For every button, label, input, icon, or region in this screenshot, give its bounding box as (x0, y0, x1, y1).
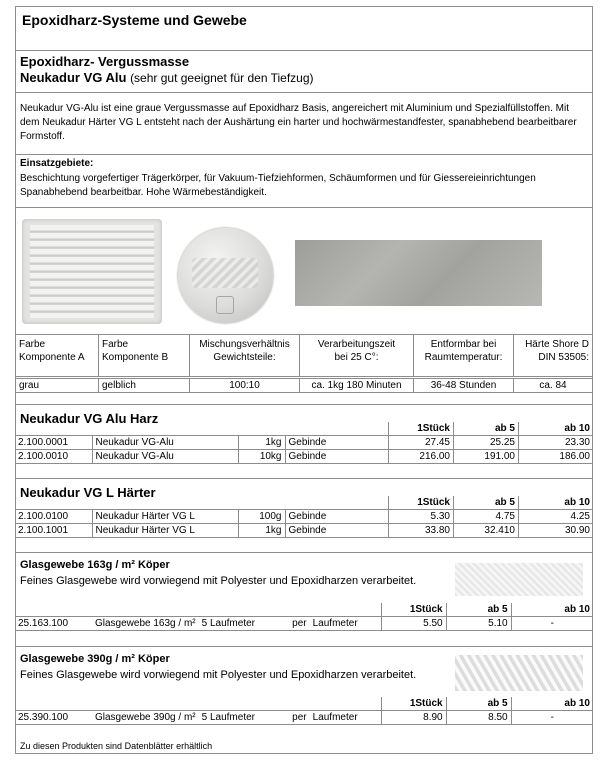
glas163-title: Glasgewebe 163g / m² Köper (20, 559, 170, 571)
price-5: 8.50 (446, 711, 511, 725)
specs-value-row (16, 379, 593, 393)
glas390-title: Glasgewebe 390g / m² Köper (20, 653, 170, 665)
glas390-price-table (15, 697, 593, 725)
spec-value: grau (16, 379, 99, 393)
price-5: 5.10 (446, 617, 511, 631)
price-5: 25.25 (454, 436, 519, 450)
divider (15, 92, 593, 93)
article-per: per (273, 711, 310, 725)
price-header-5: ab 5 (446, 697, 511, 711)
price-header-1: 1Stück (389, 496, 454, 510)
product-heading-line1: Epoxidharz- Vergussmasse (20, 54, 190, 69)
spec-value: ca. 1kg 180 Minuten (300, 379, 414, 393)
price-header-5: ab 5 (454, 496, 519, 510)
price-header-10: ab 10 (511, 603, 593, 617)
article-qty: 1kg (238, 524, 285, 538)
article-code: 2.100.0001 (15, 436, 92, 450)
product-note: (sehr gut geeignet für den Tiefzug) (130, 71, 314, 85)
product-name: Neukadur VG Alu (20, 70, 127, 85)
glas163-price-table (15, 603, 593, 631)
price-10: 23.30 (519, 436, 594, 450)
uses-text: Beschichtung vorgefertiger Trägerkörper, für Vakuum-Tiefziehformen, Schäumformen und für Giessereieinrichtungen Spanabhebend bearbeitbar. Hohe Wärmebeständigkeit. (20, 173, 536, 198)
divider (15, 478, 593, 479)
footer-note: Zu diesen Produkten sind Datenblätter erhältlich (20, 741, 213, 751)
uses-label: Einsatzgebiete: (20, 158, 94, 169)
table-row (15, 711, 593, 725)
spec-header-demould: Entformbar bei Raumtemperatur: (414, 335, 514, 377)
price-1: 216.00 (389, 450, 454, 464)
price-5: 32.410 (454, 524, 519, 538)
table-row (15, 450, 593, 464)
spec-header-color-a: Farbe Komponente A (16, 335, 99, 377)
medal-casting-image (178, 228, 273, 323)
article-length: 5 Laufmeter (199, 711, 273, 725)
price-header-10: ab 10 (519, 496, 594, 510)
product-description: Neukadur VG-Alu ist eine graue Vergussmasse auf Epoxidharz Basis, angereichert mit Aluminium und Spezialfüllstoffen. Mit dem Neukadur Härter VG L entsteht nach der Aushärtung ein harter und hochwärmestandfester, spanabhebend bearbeitbarer Formstoff. (20, 103, 577, 142)
price-5: 191.00 (454, 450, 519, 464)
article-unit: Gebinde (285, 450, 389, 464)
article-code: 25.163.100 (15, 617, 92, 631)
ribbed-plate-image (22, 219, 162, 324)
article-unit: Gebinde (285, 524, 389, 538)
glass-fabric-163-image (455, 563, 583, 596)
glas163-desc: Feines Glasgewebe wird vorwiegend mit Polyester und Epoxidharzen verarbeitet. (20, 575, 417, 587)
article-qty: 100g (238, 510, 285, 524)
price-header-1: 1Stück (389, 422, 454, 436)
price-5: 4.75 (454, 510, 519, 524)
grey-cast-sample-image (295, 240, 542, 306)
article-name: Glasgewebe 390g / m² (92, 711, 199, 725)
article-name: Neukadur VG-Alu (92, 450, 238, 464)
haerter-title: Neukadur VG L Härter (20, 485, 156, 500)
price-10: 30.90 (519, 524, 594, 538)
spec-value: 100:10 (190, 379, 300, 393)
price-header-1: 1Stück (381, 603, 446, 617)
price-header-10: ab 10 (519, 422, 594, 436)
page-title: Epoxidharz-Systeme und Gewebe (22, 12, 247, 28)
price-1: 8.90 (381, 711, 446, 725)
divider (15, 552, 593, 553)
glass-fabric-390-image (455, 655, 583, 691)
article-code: 2.100.0100 (15, 510, 92, 524)
article-name: Glasgewebe 163g / m² (92, 617, 199, 631)
price-header-row (15, 603, 593, 617)
price-header-5: ab 5 (446, 603, 511, 617)
price-header-5: ab 5 (454, 422, 519, 436)
price-1: 27.45 (389, 436, 454, 450)
price-1: 5.50 (381, 617, 446, 631)
article-qty: 1kg (238, 436, 285, 450)
article-unit: Gebinde (285, 510, 389, 524)
divider (15, 154, 593, 155)
spec-header-mixing: Mischungsverhältnis Gewichtsteile: (190, 335, 300, 377)
price-10: - (511, 617, 593, 631)
article-name: Neukadur Härter VG L (92, 510, 238, 524)
article-length: 5 Laufmeter (199, 617, 273, 631)
table-row (15, 510, 593, 524)
spec-value: ca. 84 (514, 379, 593, 393)
article-unit: Laufmeter (310, 711, 382, 725)
specs-table (15, 334, 593, 393)
article-qty: 10kg (238, 450, 285, 464)
article-code: 2.100.1001 (15, 524, 92, 538)
price-1: 5.30 (389, 510, 454, 524)
price-header-10: ab 10 (511, 697, 593, 711)
article-per: per (273, 617, 310, 631)
specs-header-row (16, 335, 593, 377)
article-code: 25.390.100 (15, 711, 92, 725)
article-name: Neukadur VG-Alu (92, 436, 238, 450)
spec-header-pot-life: Verarbeitungszeit bei 25 C°: (300, 335, 414, 377)
article-unit: Gebinde (285, 436, 389, 450)
article-code: 2.100.0010 (15, 450, 92, 464)
spec-header-color-b: Farbe Komponente B (99, 335, 190, 377)
table-row (15, 436, 593, 450)
price-header-row (15, 422, 593, 436)
divider (15, 404, 593, 405)
article-name: Neukadur Härter VG L (92, 524, 238, 538)
spec-header-hardness: Härte Shore D DIN 53505: (514, 335, 593, 377)
price-10: 186.00 (519, 450, 594, 464)
spec-value: 36-48 Stunden (414, 379, 514, 393)
divider (15, 207, 593, 208)
price-10: - (511, 711, 593, 725)
article-unit: Laufmeter (310, 617, 382, 631)
harz-title: Neukadur VG Alu Harz (20, 411, 159, 426)
price-10: 4.25 (519, 510, 594, 524)
price-header-1: 1Stück (381, 697, 446, 711)
glas390-desc: Feines Glasgewebe wird vorwiegend mit Polyester und Epoxidharzen verarbeitet. (20, 669, 417, 681)
divider (15, 50, 593, 51)
table-row (15, 617, 593, 631)
price-header-row (15, 697, 593, 711)
price-1: 33.80 (389, 524, 454, 538)
table-row (15, 524, 593, 538)
product-heading-line2 (20, 70, 314, 85)
price-header-row (15, 496, 593, 510)
haerter-price-table (15, 496, 593, 538)
spec-value: gelblich (99, 379, 190, 393)
harz-price-table (15, 422, 593, 464)
divider (15, 646, 593, 647)
